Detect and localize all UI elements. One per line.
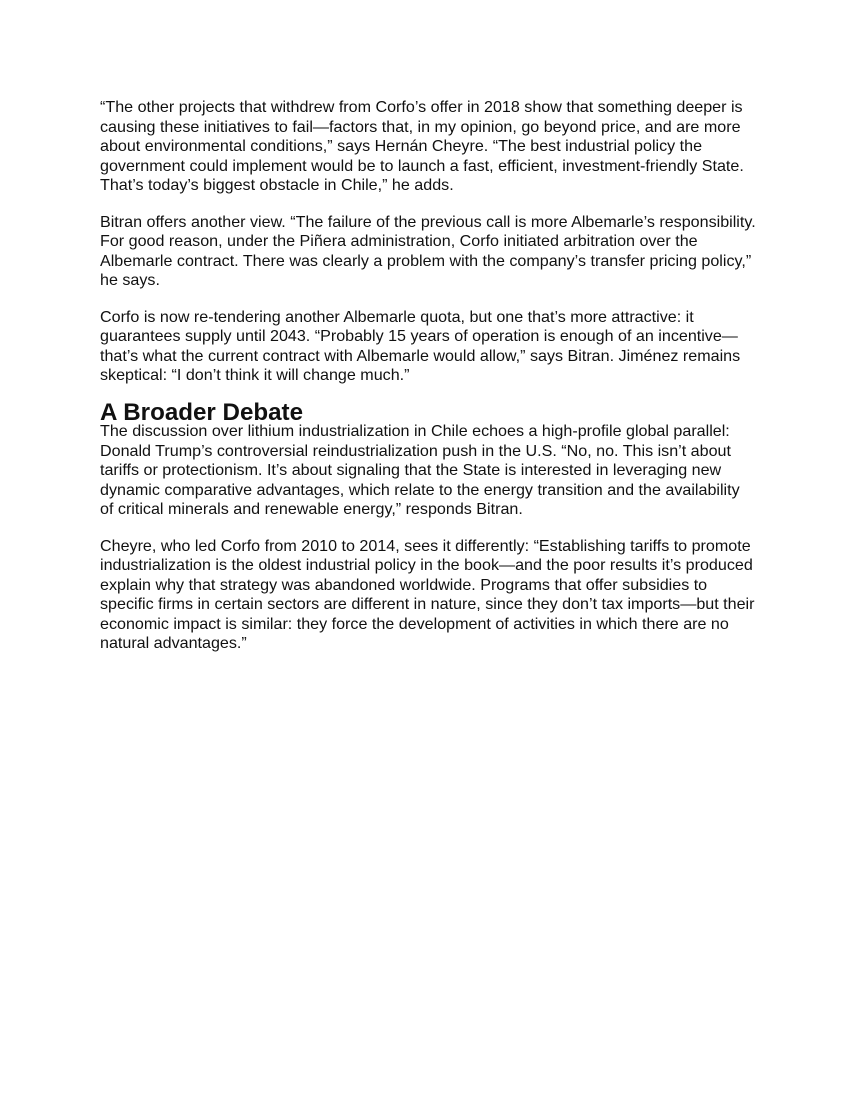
paragraph-retendering: Corfo is now re-tendering another Albemarle quota, but one that’s more attractive: it guarantees supply until 2043. “Probably 15 years of operation is enough of an incentive—that’s what the current contract with Albemarle would allow,” says Bitran. Jiménez remains skeptical: “I don’t think it will change much.” bbox=[100, 307, 741, 384]
paragraph-cheyre-tariffs: Cheyre, who led Corfo from 2010 to 2014, sees it differently: “Establishing tariffs to promote industrialization is the oldest industrial policy in the book—and the poor results it’s produced explain why that strategy was abandoned worldwide. Programs that offer subsidies to specific firms in certain sectors are different in nature, since they don’t tax imports—but their economic impact is similar: they force the development of activities in which there are no natural advantages.” bbox=[100, 536, 755, 652]
article-body bbox=[100, 98, 756, 671]
section-heading: A Broader Debate bbox=[100, 398, 304, 426]
paragraph-broader-debate: The discussion over lithium industrialization in Chile echoes a high-profile global parallel: Donald Trump’s controversial reindustrialization push in the U.S. “No, no. This isn’t about tariffs or protectionism. It’s about signaling that the State is interested in leveraging new dynamic comparative advantages, which relate to the energy transition and the availability of critical minerals and renewable energy,” responds Bitran. bbox=[100, 422, 740, 518]
paragraph-bitran-view: Bitran offers another view. “The failure of the previous call is more Albemarle’s responsibility. For good reason, under the Piñera administration, Corfo initiated arbitration over the Albemarle contract. There was clearly a problem with the company’s transfer pricing policy,” he says. bbox=[100, 212, 756, 289]
paragraph-cheyre-quote: “The other projects that withdrew from Corfo’s offer in 2018 show that something deeper is causing these initiatives to fail—factors that, in my opinion, go beyond price, and are more about environmental conditions,” says Hernán Cheyre. “The best industrial policy the government could implement would be to launch a fast, efficient, investment-friendly State. That’s today’s biggest obstacle in Chile,” he adds. bbox=[100, 98, 744, 194]
